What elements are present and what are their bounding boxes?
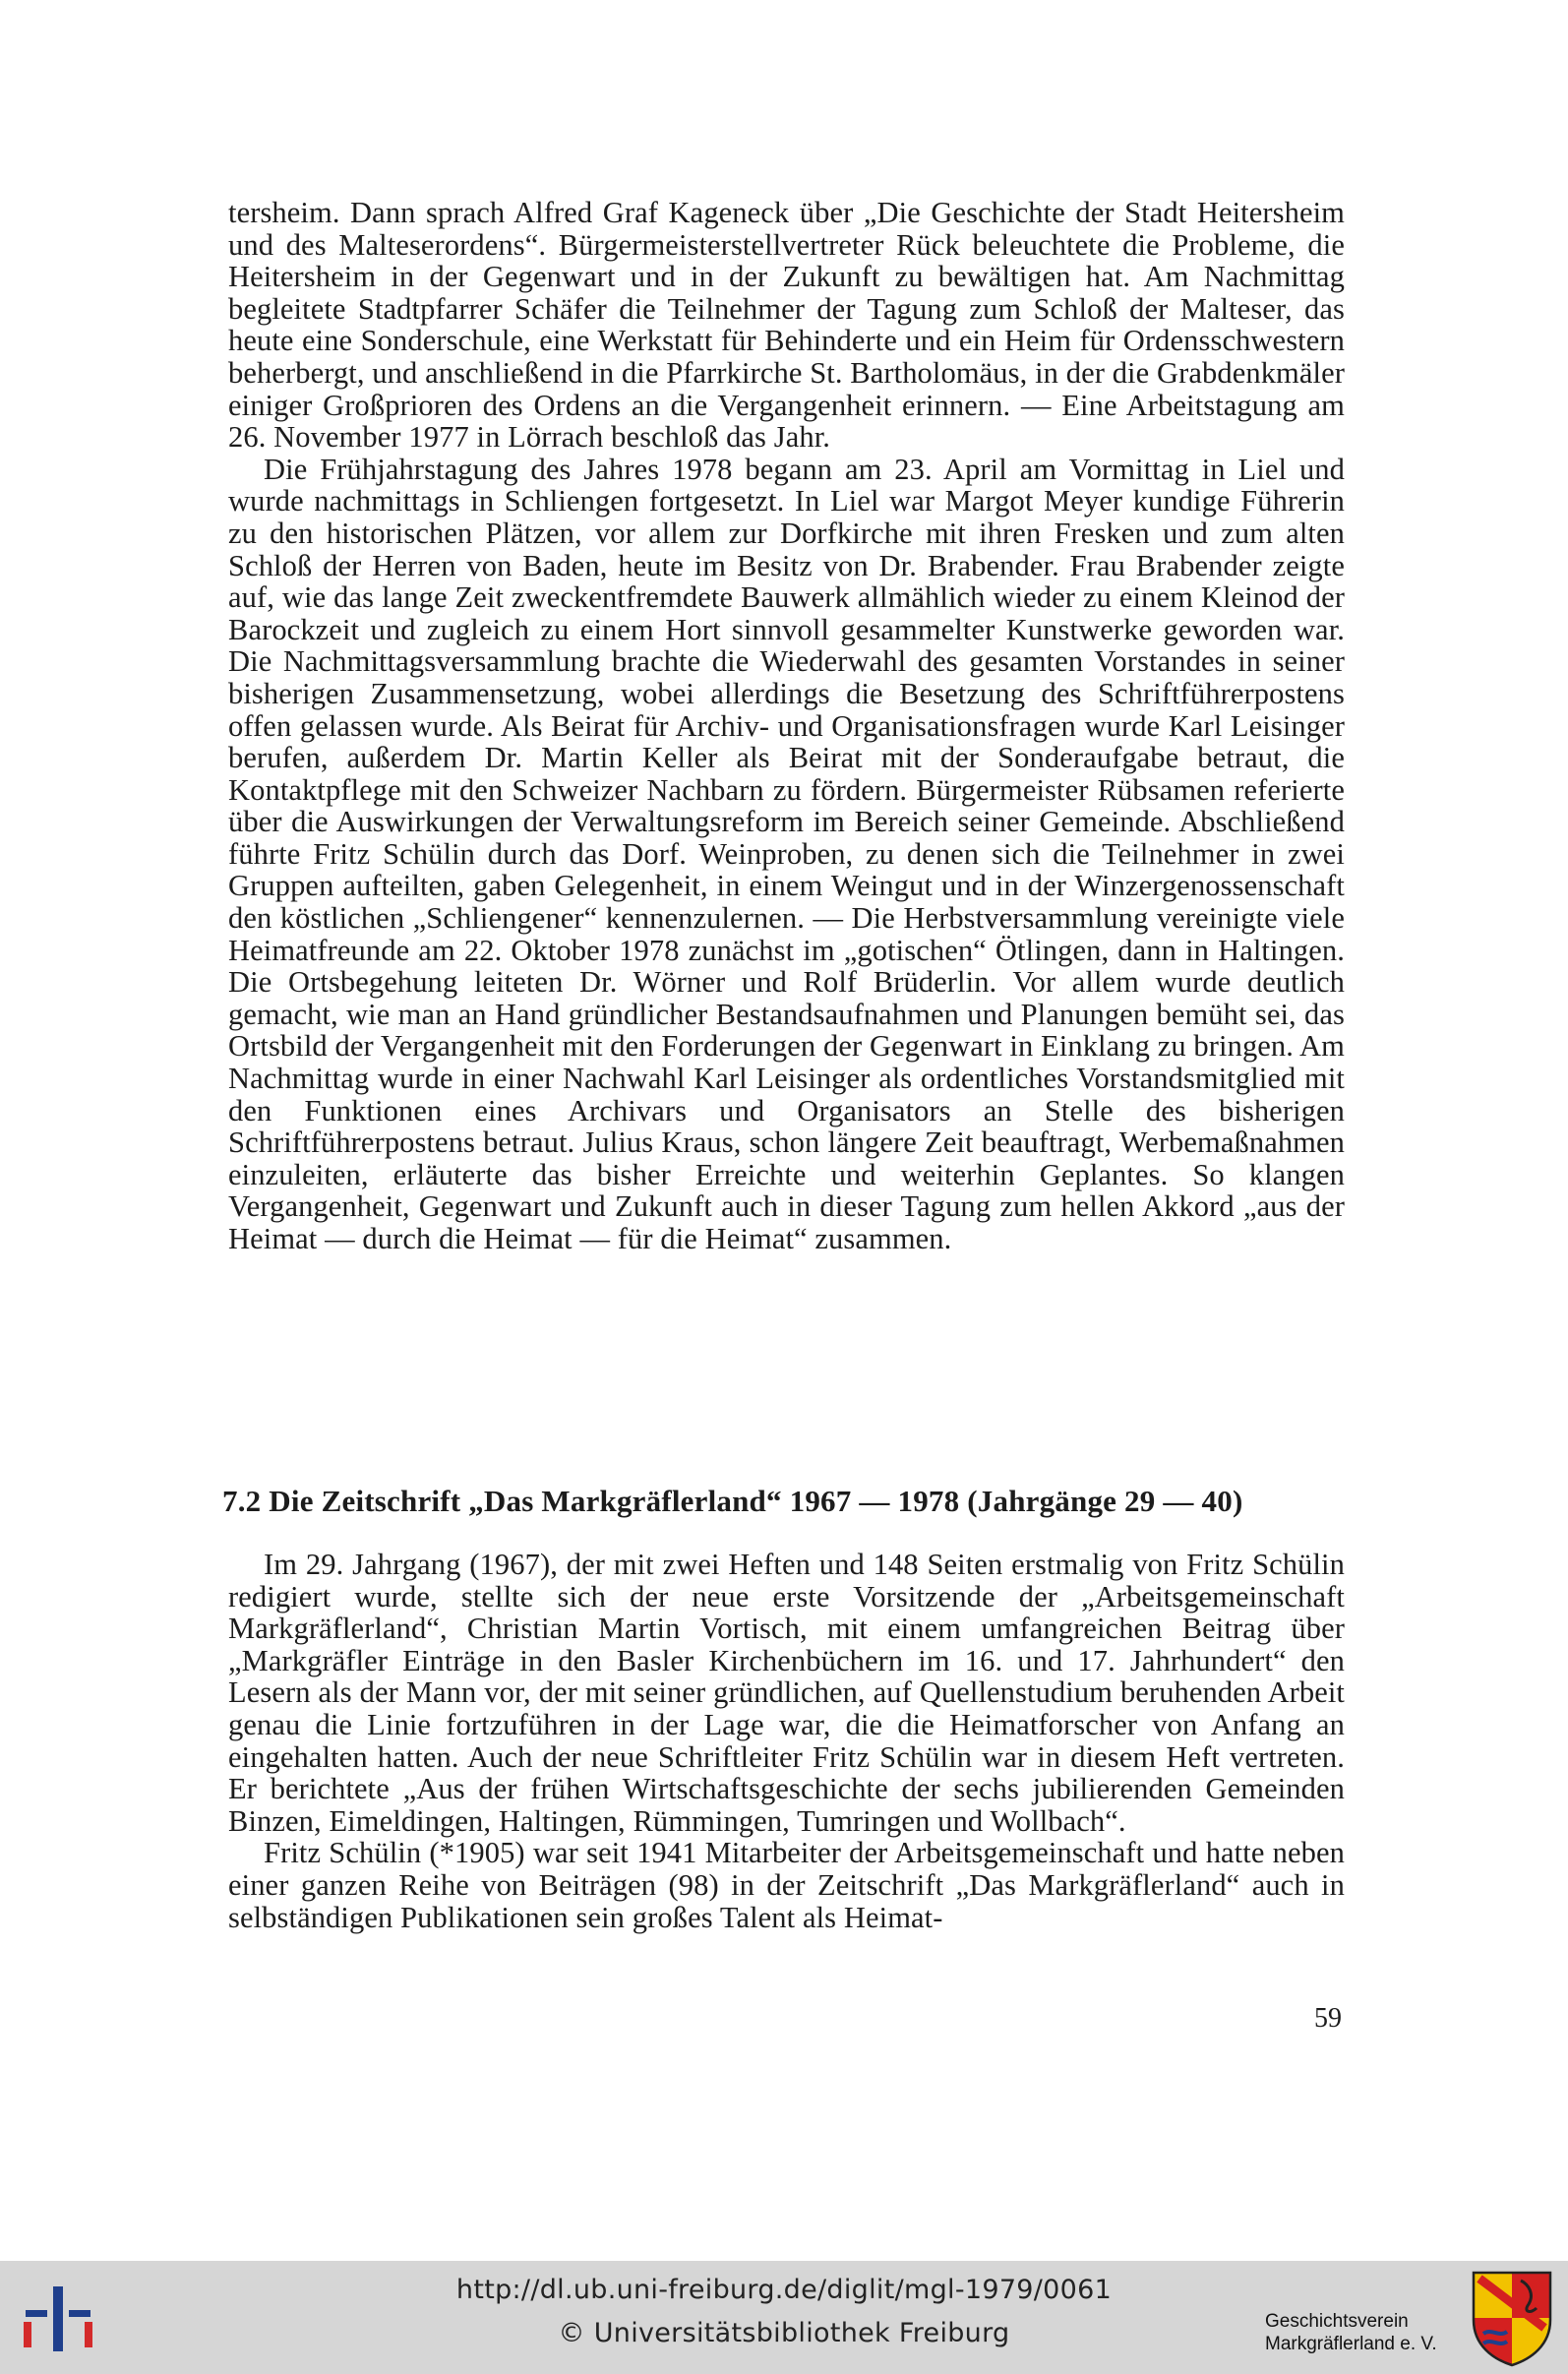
- paragraph-2: Die Frühjahrstagung des Jahres 1978 begann am 23. April am Vormittag in Liel und wurde nachmittags in Schliengen fortgesetzt. In Liel war Margot Meyer kundige Führerin zu den historischen Plätzen, vor allem zur Dorfkirche mit ihren Fresken und zum alten Schloß der Herren von Baden, heute im Besitz von Dr. Brabender. Frau Brabender zeigte auf, wie das lange Zeit zweckentfremdete Bauwerk allmählich wieder zu einem Kleinod der Barockzeit und zugleich zu einem Hort sinnvoll gesammelter Kunstwerke geworden war. Die Nachmittagsversammlung brachte die Wiederwahl des gesamten Vorstandes in seiner bisherigen Zusammensetzung, wobei allerdings die Besetzung des Schriftführerpostens offen gelassen wurde. Als Beirat für Archiv- und Organisationsfragen wurde Karl Leisinger berufen, außerdem Dr. Martin Keller als Beirat mit der Sonderaufgabe betraut, die Kontaktpflege mit den Schweizer Nachbarn zu fördern. Bürgermeister Rübsamen referierte über die Auswirkungen der Verwaltungsreform im Bereich seiner Gemeinde. Abschließend führte Fritz Schülin durch das Dorf. Weinproben, zu denen sich die Teilnehmer in zwei Gruppen aufteilten, gaben Gelegenheit, in einem Weingut und in der Winzergenossenschaft den köstlichen „Schliengener“ kennenzulernen. — Die Herbstversammlung vereinigte viele Heimatfreunde am 22. Oktober 1978 zunächst im „gotischen“ Ötlingen, dann in Haltingen. Die Ortsbegehung leiteten Dr. Wörner und Rolf Brüderlin. Vor allem wurde deutlich gemacht, wie man an Hand gründlicher Bestandsaufnahmen und Planungen bemüht sei, das Ortsbild der Vergangenheit mit den Forderungen der Gegenwart in Einklang zu bringen. Am Nachmittag wurde in einer Nachwahl Karl Leisinger als ordentliches Vorstandsmitglied mit den Funktionen eines Archivars und Organisators an Stelle des bisherigen Schriftführerpostens betraut. Julius Kraus, schon längere Zeit beauftragt, Werbemaßnahmen einzuleiten, erläuterte das bisher Erreichte und weiterhin Geplantes. So klangen Vergangenheit, Gegenwart und Zukunft auch in dieser Tagung zum hellen Akkord „aus der Heimat — durch die Heimat — für die Heimat“ zusammen.: [228, 452, 1345, 1255]
- footer-copyright: © Universitätsbibliothek Freiburg: [558, 2318, 1010, 2348]
- paragraph-1: tersheim. Dann sprach Alfred Graf Kageneck über „Die Geschichte der Stadt Heitersheim und des Malteserordens“. Bürgermeisterstellvertreter Rück beleuchtete die Probleme, die Heitersheim in der Gegenwart und in der Zukunft zu bewältigen hat. Am Nachmittag begleitete Stadtpfarrer Schäfer die Teilnehmer der Tagung zum Schloß der Malteser, das heute eine Sonderschule, eine Werkstatt für Behinderte und ein Heim für Ordensschwestern beherbergt, und anschließend in die Pfarrkirche St. Bartholomäus, in der die Grabdenkmäler einiger Großprioren des Ordens an die Vergangenheit erinnern. — Eine Arbeitstagung am 26. November 1977 in Lörrach beschloß das Jahr.: [228, 196, 1345, 455]
- society-line-2: Markgräflerland e. V.: [1265, 2334, 1437, 2354]
- footer-url-link[interactable]: http://dl.ub.uni-freiburg.de/diglit/mgl-1979/0061: [455, 2275, 1113, 2305]
- body-text-top: [228, 197, 1345, 1255]
- society-name: [1265, 2310, 1470, 2355]
- section-heading: 7.2 Die Zeitschrift „Das Markgräflerland“ 1967 — 1978 (Jahrgänge 29 — 40): [222, 1484, 1243, 1518]
- paragraph-3: Im 29. Jahrgang (1967), der mit zwei Heften und 148 Seiten erstmalig von Fritz Schülin redigiert wurde, stellte sich der neue erste Vorsitzende der „Arbeitsgemeinschaft Markgräflerland“, Christian Martin Vortisch, mit einem umfangreichen Beitrag über „Markgräfler Einträge in den Basler Kirchenbüchern im 16. und 17. Jahrhundert“ den Lesern als der Mann vor, der mit seiner gründlichen, auf Quellenstudium beruhenden Arbeit genau die Linie fortzuführen in der Lage war, die die Heimatforscher von Anfang an eingehalten hatten. Auch der neue Schriftleiter Fritz Schülin war in diesem Heft vertreten. Er berichtete „Aus der frühen Wirtschaftsgeschichte der sechs jubilierenden Gemeinden Binzen, Eimeldingen, Haltingen, Rümmingen, Tumringen und Wollbach“.: [228, 1548, 1345, 1838]
- coat-of-arms-icon: [1470, 2269, 1554, 2367]
- body-text-bottom: [228, 1549, 1345, 1933]
- footer-bar: [0, 2261, 1568, 2374]
- page-number: 59: [1314, 2003, 1342, 2034]
- society-line-1: Geschichtsverein: [1265, 2311, 1409, 2332]
- paragraph-4: Fritz Schülin (*1905) war seit 1941 Mitarbeiter der Arbeitsgemeinschaft und hatte neben einer ganzen Reihe von Beiträgen (98) in der Zeitschrift „Das Markgräflerland“ auch in selbständigen Publikationen sein großes Talent als Heimat-: [228, 1836, 1345, 1934]
